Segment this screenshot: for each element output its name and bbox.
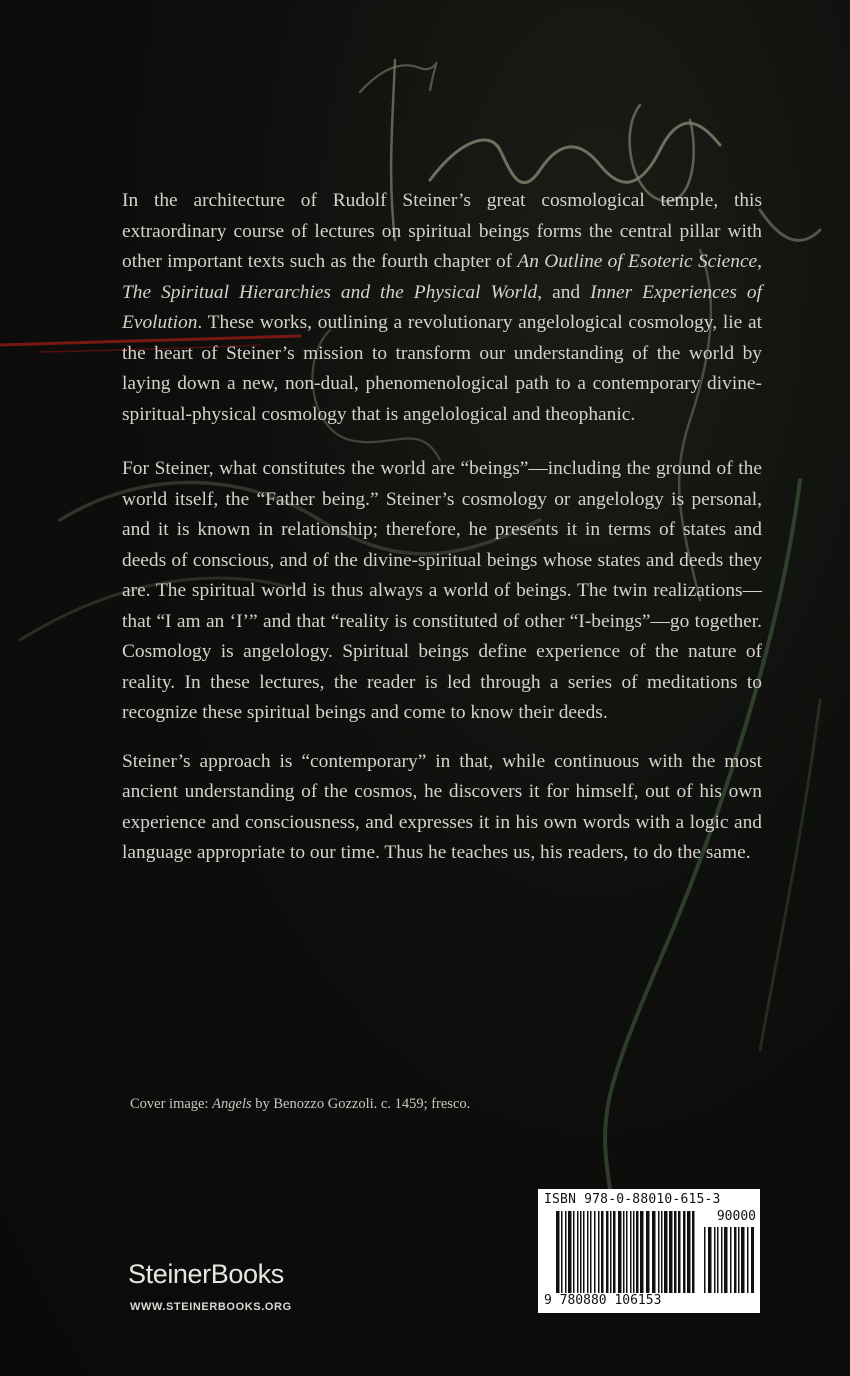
barcode-bar: [626, 1211, 628, 1293]
book-title: The Spiritual Hierarchies and the Physical World: [122, 281, 538, 303]
barcode-bar: [683, 1211, 686, 1293]
script-stroke: [360, 63, 437, 92]
barcode-bar: [633, 1211, 635, 1293]
barcode-bar: [738, 1227, 740, 1293]
book-title: An Outline of Esoteric Science: [517, 251, 758, 272]
barcode-bar: [630, 1211, 632, 1293]
barcode-bar: [623, 1211, 625, 1293]
barcode-bar: [606, 1211, 609, 1293]
barcode-bar: [669, 1211, 673, 1293]
barcode-bar: [724, 1227, 728, 1293]
description-paragraph-3: Steiner’s approach is “contemporary” in that, while continuous with the most ancient understanding of the cosmos, he discovers it for himself, out of his own experience and consciousness, and expresses it in his own words with a logic and language appropriate to our time. Thus he teaches us, his readers, to do the same.: [122, 750, 762, 863]
isbn-number: ISBN 978-0-88010-615-3: [544, 1192, 721, 1207]
barcode-bar: [714, 1227, 716, 1293]
script-stroke: [760, 210, 820, 240]
barcode-bar: [652, 1211, 656, 1293]
ean-barcode-bars: [556, 1211, 696, 1293]
barcode-bar: [636, 1211, 639, 1293]
barcode-bar: [747, 1227, 749, 1293]
barcode-bar: [565, 1211, 567, 1293]
barcode-bar: [704, 1227, 706, 1293]
barcode-bar: [601, 1211, 604, 1293]
addon-barcode-bars: [704, 1227, 754, 1293]
barcode-bar: [618, 1211, 622, 1293]
barcode-bar: [583, 1211, 585, 1293]
barcode-bar: [721, 1227, 723, 1293]
barcode-bar: [577, 1211, 579, 1293]
script-stroke: [430, 123, 720, 183]
ean-digits: 9 780880 106153: [544, 1293, 662, 1308]
book-title: Inner Experiences of Evolution: [122, 281, 762, 333]
barcode-bar: [613, 1211, 616, 1293]
barcode-bar: [734, 1227, 737, 1293]
description-paragraph-2: For Steiner, what constitutes the world are “beings”—including the ground of the world itself, the “Father being.” Steiner’s cosmology or angelology is personal, and it is known in relationship; therefore, he presents it in terms of states and deeds of conscious, and of the divine-spiritual beings whose states and deeds they are. The spiritual world is thus always a world of beings. The twin realizations—that “I am an ‘I’” and that “reality is constituted of other “I-beings”—go together. Cosmology is angelology. Spiritual beings define experience of the nature of reality. In these lectures, the reader is led through a series of meditations to recognize these spiritual beings and come to know their deeds.: [122, 458, 762, 723]
barcode-bar: [692, 1211, 695, 1293]
barcode-bar: [717, 1227, 719, 1293]
barcode-bar: [664, 1211, 668, 1293]
barcode-bar: [678, 1211, 681, 1293]
barcode-bar: [661, 1211, 663, 1293]
barcode-bar: [594, 1211, 596, 1293]
barcode-bar: [741, 1227, 745, 1293]
barcode-bar: [687, 1211, 691, 1293]
cover-image-credit: Cover image: Angels by Benozzo Gozzoli. c. 1459; fresco.: [130, 1096, 471, 1112]
barcode-bar: [646, 1211, 650, 1293]
barcode-bar: [587, 1211, 589, 1293]
price-code: 90000: [716, 1209, 756, 1224]
barcode-bar: [658, 1211, 660, 1293]
barcode-bar: [598, 1211, 600, 1293]
barcode-bar: [708, 1227, 712, 1293]
barcode-bar: [610, 1211, 612, 1293]
description-paragraph-1: In the architecture of Rudolf Steiner’s great cosmological temple, this extraordinary course of lectures on spiritual beings forms the central pillar with other important texts such as the fourth chapter of An Outline of Esoteric Science, The Spiritual Hierarchies and the Physical World, and Inner Experiences of Evolution. These works, outlining a revolutionary angelological cosmology, lie at the heart of Steiner’s mission to transform our understanding of the world by laying down a new, non-dual, phenomenological path to a contemporary divine-spiritual-physical cosmology that is angelological and theophanic.: [122, 190, 763, 425]
barcode-bar: [573, 1211, 575, 1293]
barcode-bar: [751, 1227, 754, 1293]
barcode-bar: [568, 1211, 572, 1293]
barcode-bar: [730, 1227, 732, 1293]
barcode-bar: [556, 1211, 560, 1293]
barcode-bar: [580, 1211, 582, 1293]
isbn-barcode: [538, 1189, 760, 1313]
barcode-bar: [590, 1211, 592, 1293]
barcode-bar: [674, 1211, 677, 1293]
publisher-website: WWW.STEINERBOOKS.ORG: [130, 1301, 292, 1313]
barcode-bar: [561, 1211, 563, 1293]
publisher-logo: SteinerBooks: [128, 1259, 284, 1289]
book-description: [122, 186, 762, 869]
artwork-title: Angels: [212, 1096, 252, 1112]
script-stroke: [760, 700, 820, 1050]
barcode-bar: [640, 1211, 644, 1293]
